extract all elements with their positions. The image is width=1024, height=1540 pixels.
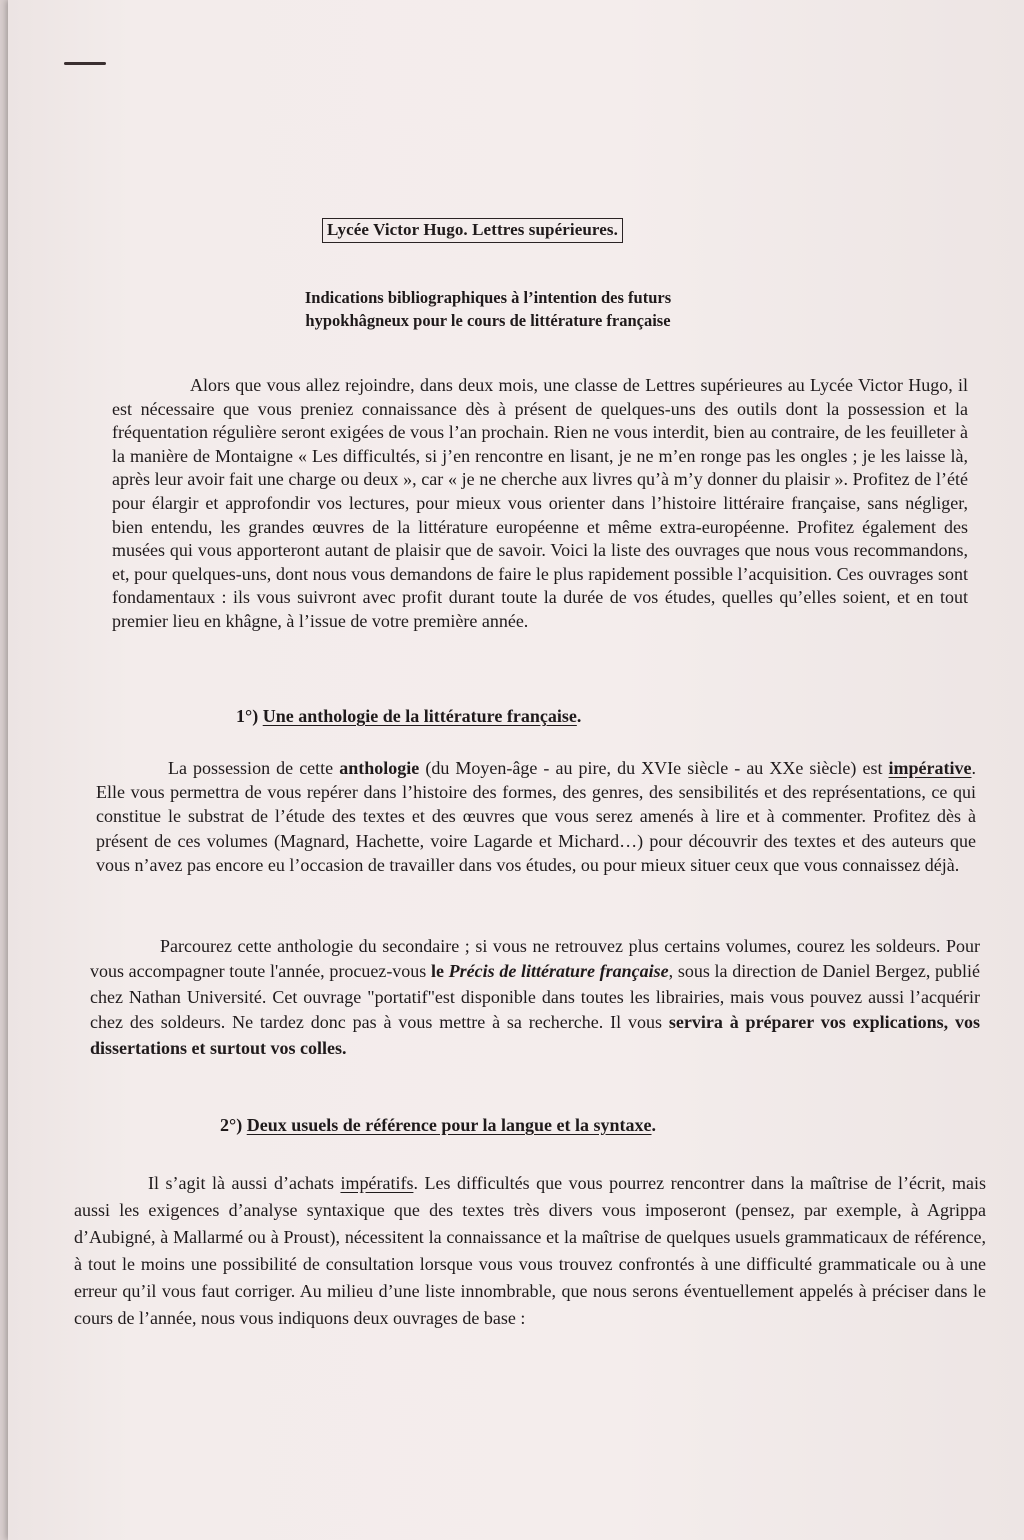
- document-page: [8, 0, 1024, 1540]
- section-1-paragraph-1: [96, 756, 976, 877]
- section-1-title: Une anthologie de la littérature française: [262, 706, 577, 726]
- underlined-term: impératifs: [340, 1173, 414, 1193]
- document-subtitle: [188, 286, 788, 332]
- bold-term: le: [431, 961, 449, 982]
- text-run: Parcourez cette anthologie du secondaire ; si vous ne retrouvez plus certains volumes, courez les soldeurs. Pour vous accompagner toute l'année, procuez-vous: [90, 936, 980, 982]
- section-2-heading: [220, 1115, 656, 1136]
- text-run: . Les difficultés que vous pourrez rencontrer dans la maîtrise de l’écrit, mais aussi les exigences d’analyse syntaxique que des textes très divers vous imposeront (pensez, par exemple, à Agrippa d’Aubigné, à Mallarmé ou à Proust), nécessitent la connaissance et la maîtrise de quelques usuels grammaticaux de référence, à tout le moins une possibilité de consultation lorsque vous vous trouvez confrontés à une difficulté grammaticale ou à une erreur qu’il vous faut corriger. Au milieu d’une liste innombrable, que nous serons éventuellement appelés à préciser dans le cours de l’année, nous vous indiquons deux ouvrages de base :: [74, 1173, 986, 1328]
- section-1-period: .: [576, 706, 582, 726]
- text-run: .: [341, 1037, 347, 1058]
- section-1-number: 1°): [236, 706, 263, 726]
- text-run: , sous la direction de Daniel Bergez, publié chez Nathan Université. Cet ouvrage "portatif"est disponible dans toutes les librairies, mais vous pouvez aussi l’acquérir chez des soldeurs. Ne tardez donc pas à vous mettre à sa recherche. Il vous: [90, 961, 980, 1033]
- text-run: . Elle vous permettra de vous repérer dans l’histoire des formes, des genres, des sensibilités et des représentations, ce qui constitue le substrat de l’étude des textes et des œuvres que vous serez amenés à lire et à commenter. Profitez dès à présent de ces volumes (Magnard, Hachette, voire Lagarde et Michard…) pour découvrir des textes et des auteurs que vous n’avez pas encore eu l’occasion de travailler dans vos études, ou pour mieux situer ceux que vous connaissez déjà.: [96, 758, 976, 875]
- pen-mark: [64, 62, 106, 65]
- section-1-paragraph-2: [90, 934, 980, 1061]
- bold-term: anthologie: [339, 758, 420, 778]
- text-run: (du Moyen-âge - au pire, du XVIe siècle - au XXe siècle) est: [419, 758, 889, 778]
- book-title: Précis de littérature française: [448, 961, 669, 982]
- section-2-number: 2°): [220, 1115, 247, 1135]
- subtitle-line-1: Indications bibliographiques à l’intention des futurs: [304, 288, 672, 307]
- text-run: Il s’agit là aussi d’achats: [148, 1173, 341, 1193]
- intro-paragraph: Alors que vous allez rejoindre, dans deux mois, une classe de Lettres supérieures au Lycée Victor Hugo, il est nécessaire que vous preniez connaissance dès à présent de quelques-uns des outils dont la possession et la fréquentation régulière seront exigées de vous l’an prochain. Rien ne vous interdit, bien au contraire, de les feuilleter à la manière de Montaigne « Les difficultés, si j’en rencontre en lisant, je ne m’en ronge pas les ongles ; je les laisse là, après leur avoir fait une charge ou deux », car « je ne cherche aux livres qu’à m’y donner du plaisir ». Profitez de l’été pour élargir et approfondir vos lectures, pour mieux vous orienter dans l’histoire littéraire française, sans négliger, bien entendu, les grandes œuvres de la littérature européenne et même extra-européenne. Profitez également des musées qui vous apporteront autant de plaisir que de savoir. Voici la liste des ouvrages que nous vous recommandons, et, pour quelques-uns, dont nous vous demandons de faire le plus rapidement possible l’acquisition. Ces ouvrages sont fondamentaux : ils vous suivront avec profit durant toute la durée de vos études, quelles qu’elles soient, et en tout premier lieu en khâgne, à l’issue de votre première année.: [112, 375, 968, 631]
- underlined-term: impérative: [888, 758, 972, 778]
- text-run: La possession de cette: [168, 758, 340, 778]
- section-2-period: .: [651, 1115, 657, 1135]
- subtitle-line-2: hypokhâgneux pour le cours de littérature française: [305, 311, 671, 330]
- bold-phrase: servira à préparer vos explications, vos dissertations et surtout vos colles: [90, 1012, 980, 1058]
- section-2-title: Deux usuels de référence pour la langue et la syntaxe: [246, 1115, 652, 1135]
- section-2-paragraph-1: [74, 1170, 986, 1332]
- school-header: Lycée Victor Hugo. Lettres supérieures.: [322, 218, 623, 243]
- section-1-heading: [236, 706, 581, 727]
